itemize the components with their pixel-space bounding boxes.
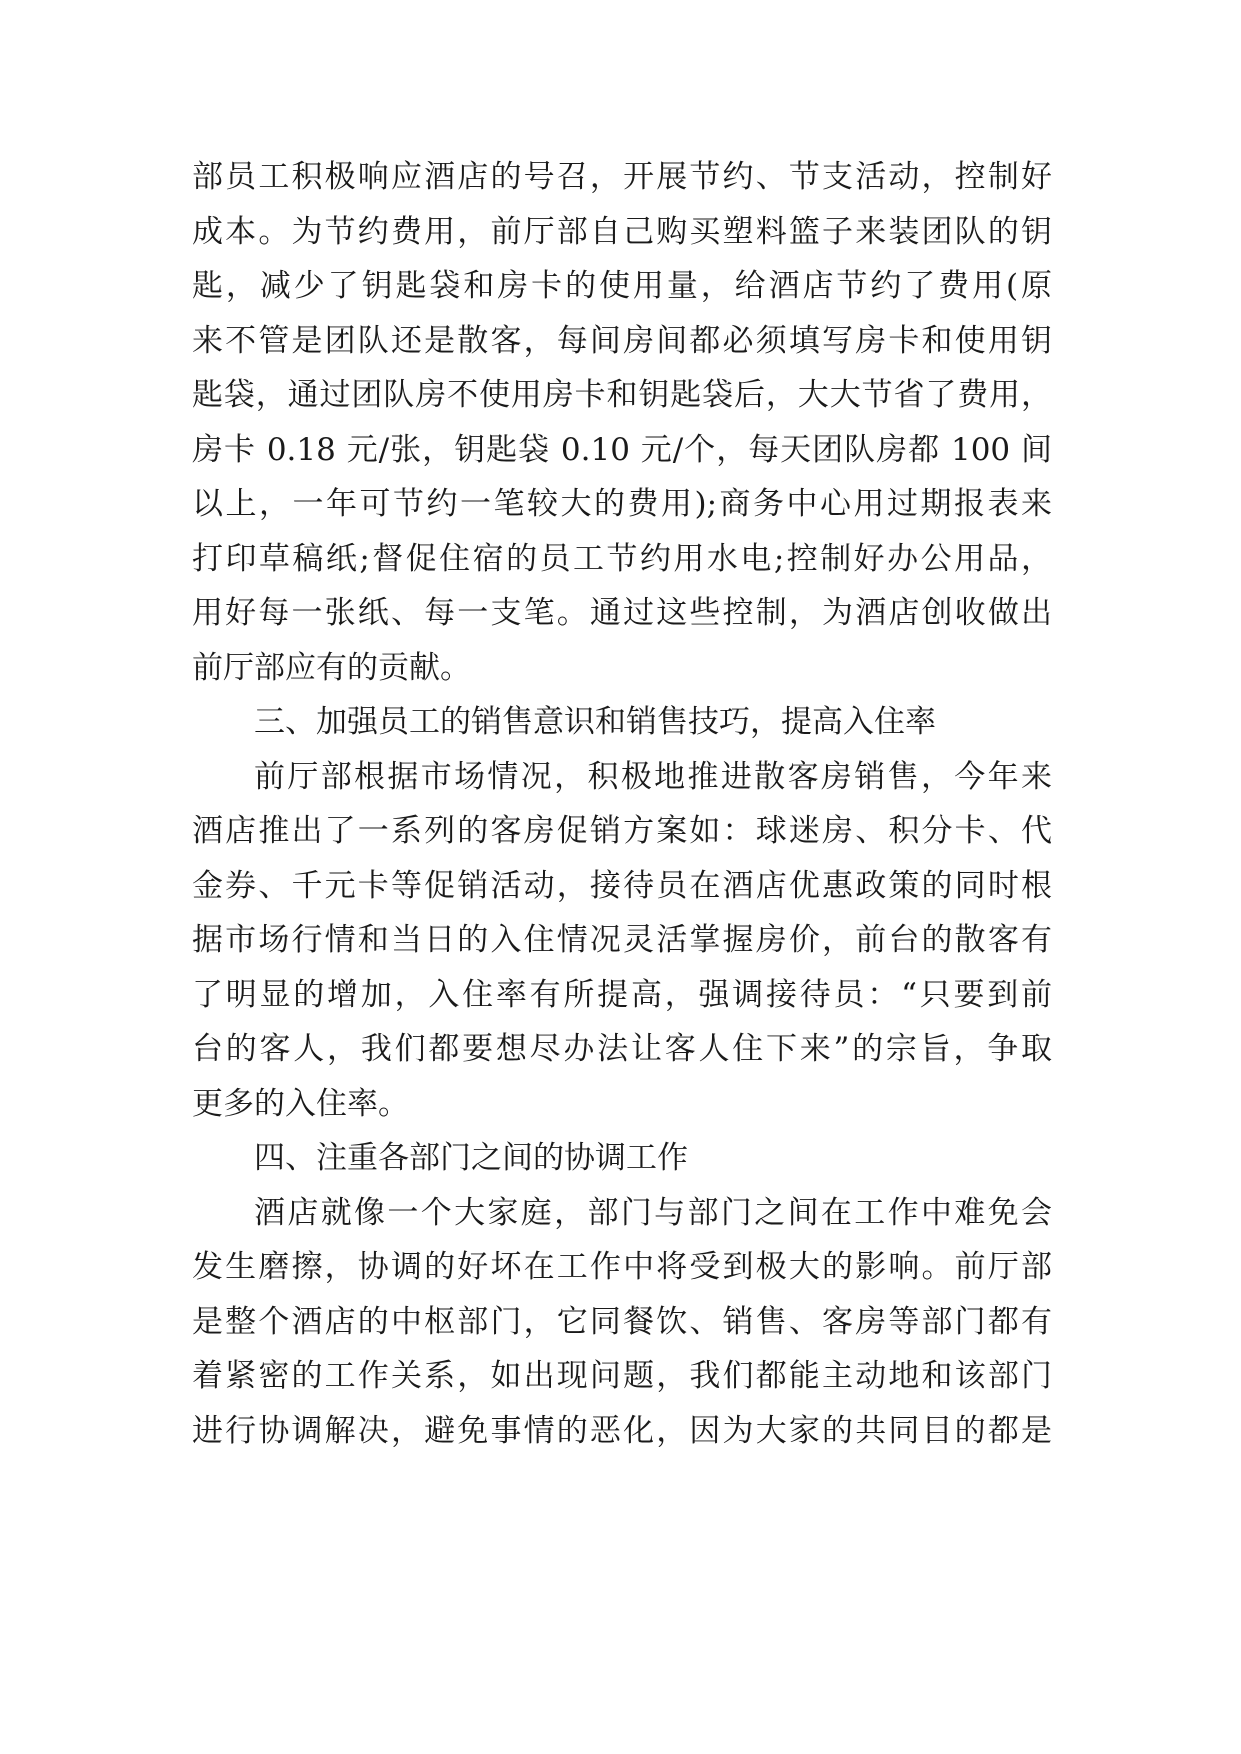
paragraph-first-line: 酒店就像一个大家庭，部门与部门之间在工作中难免会	[254, 1194, 1052, 1231]
paragraph-first-line: 前厅部根据市场情况，积极地推进散客房销售，今年来	[254, 758, 1052, 795]
text-line: 部员工积极响应酒店的号召，开展节约、节支活动，控制好	[192, 159, 1052, 195]
text-line: 打印草稿纸;督促住宿的员工节约用水电;控制好办公用品，	[192, 540, 1052, 577]
text-line: 匙，减少了钥匙袋和房卡的使用量，给酒店节约了费用(原	[192, 268, 1052, 304]
section-heading-4: 四、注重各部门之间的协调工作	[254, 1140, 688, 1176]
text-line: 前厅部应有的贡献。	[192, 649, 471, 686]
text-line: 匙袋，通过团队房不使用房卡和钥匙袋后，大大节省了费用，	[192, 377, 1052, 413]
section-heading-3: 三、加强员工的销售意识和销售技巧，提高入住率	[254, 704, 936, 740]
text-line: 进行协调解决，避免事情的恶化，因为大家的共同目的都是	[192, 1412, 1052, 1449]
text-line: 金券、千元卡等促销活动，接待员在酒店优惠政策的同时根	[192, 867, 1052, 904]
text-line: 台的客人，我们都要想尽办法让客人住下来”的宗旨，争取	[192, 1031, 1052, 1067]
text-line: 用好每一张纸、每一支笔。通过这些控制，为酒店创收做出	[192, 595, 1052, 631]
text-line: 是整个酒店的中枢部门，它同餐饮、销售、客房等部门都有	[192, 1303, 1052, 1340]
text-line: 来不管是团队还是散客，每间房间都必须填写房卡和使用钥	[192, 322, 1052, 359]
text-line: 着紧密的工作关系，如出现问题，我们都能主动地和该部门	[192, 1358, 1052, 1394]
text-line: 更多的入住率。	[192, 1085, 409, 1122]
text-line: 发生磨擦，协调的好坏在工作中将受到极大的影响。前厅部	[192, 1249, 1052, 1285]
text-line: 以上，一年可节约一笔较大的费用);商务中心用过期报表来	[192, 486, 1052, 522]
text-line: 成本。为节约费用，前厅部自己购买塑料篮子来装团队的钥	[192, 213, 1052, 250]
text-line: 据市场行情和当日的入住情况灵活掌握房价，前台的散客有	[192, 922, 1052, 958]
body-text	[192, 150, 1052, 1458]
text-line: 房卡 0.18 元/张，钥匙袋 0.10 元/个，每天团队房都 100 间	[192, 431, 1052, 468]
text-line: 了明显的增加，入住率有所提高，强调接待员：“只要到前	[192, 976, 1052, 1013]
text-line: 酒店推出了一系列的客房促销方案如：球迷房、积分卡、代	[192, 813, 1052, 849]
